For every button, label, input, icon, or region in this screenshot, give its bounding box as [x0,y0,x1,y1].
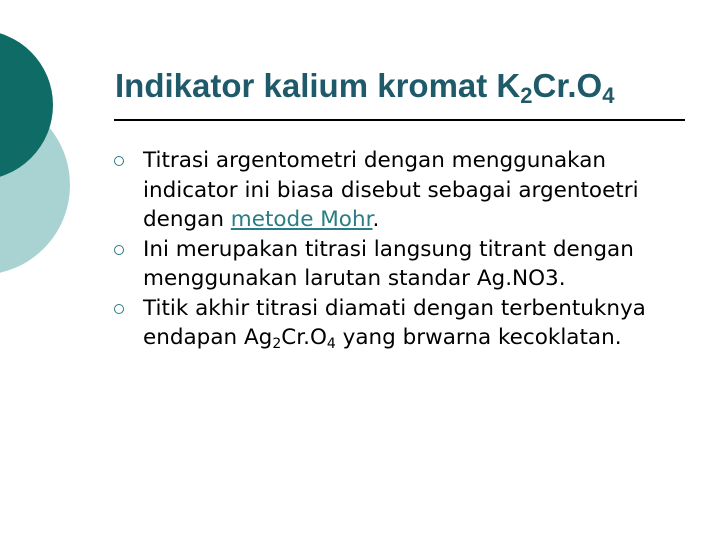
bullet-list [110,146,690,353]
bullet-item: Titrasi argentometri dengan menggunakan indicator ini biasa disebut sebagai argentoetri dengan metode Mohr. [110,146,690,235]
decorative-circles [0,0,80,300]
bullet-circle-icon [114,304,124,314]
slide-title: Indikator kalium kromat $K_2Cr.O_4$ [115,67,615,108]
bullet-item: Titik akhir titrasi diamati dengan terbentuknya endapan $Ag_2Cr.O_4$ yang brwarna kecoklatan. [110,294,690,353]
bullet-item: Ini merupakan titrasi langsung titrant dengan menggunakan larutan standar Ag.NO3. [110,235,690,294]
bullet-circle-icon [114,245,124,255]
metode-mohr-link[interactable]: metode Mohr [230,207,373,232]
title-divider [114,119,685,121]
bullet-circle-icon [114,156,124,166]
